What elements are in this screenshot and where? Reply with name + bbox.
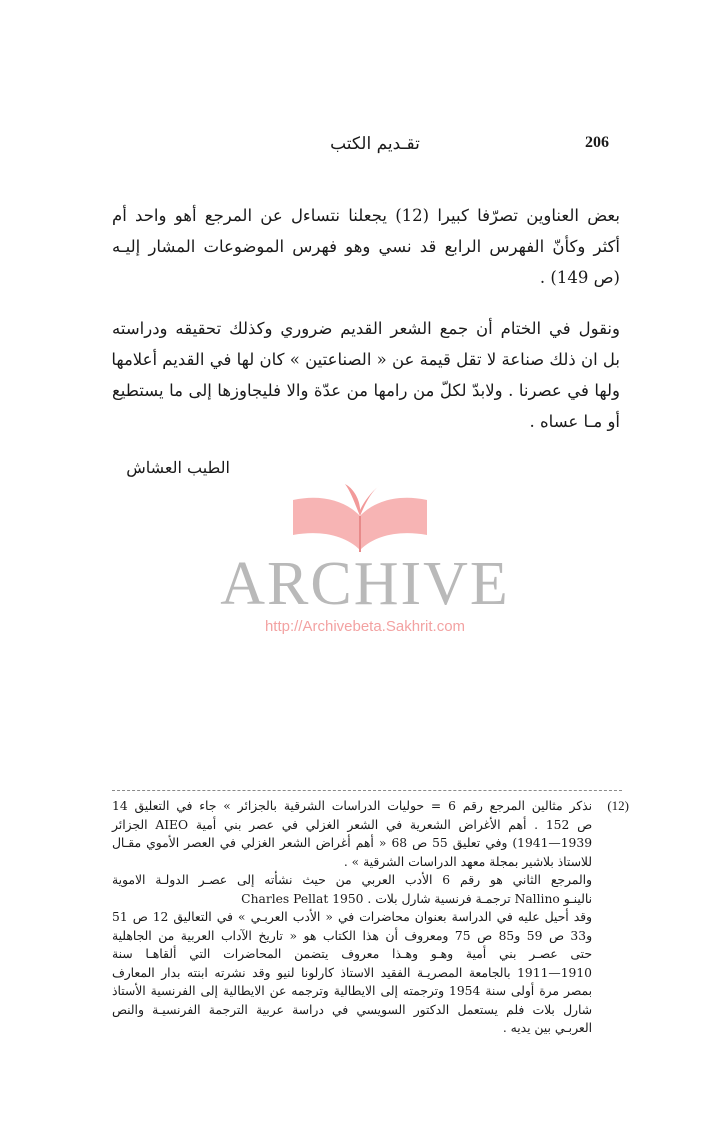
running-head: تقـديم الكتب (330, 134, 420, 154)
footnote-line: و33 ص 59 و85 ص 75 ومعروف أن هذا الكتاب هو « تاريخ الآداب العربية من الجاهلية (112, 928, 593, 943)
footnote-line: وقد أحيل عليه في الدراسة بعنوان محاضرات في « الأدب العربـي » في التعاليق 12 ص 51 (112, 910, 592, 924)
footnote-line: والمرجع الثاني هو رقم 6 الأدب العربي من حيث نشأته إلى عصـر الدولـة الاموية (112, 873, 592, 887)
body-line: ولها في عصرنا . ولابدّ لكلّ من رامها من عدّة والا فليجاوزها إلى ما يستطيع (112, 381, 620, 400)
footnote-block (112, 797, 629, 1038)
body-paragraph-2 (112, 313, 620, 437)
open-book-icon (285, 480, 435, 560)
body-line: بعض العناوين تصرّفا كبيرا (12) يجعلنا نتساءل عن المرجع أهو واحد أم (112, 206, 620, 225)
watermark-url: http://Archivebeta.Sakhrit.com (264, 618, 466, 635)
footnote-line: ص 152 . أهم الأغراض الشعرية في الشعر الغزلي في عصر بني أمية AIEO الجزائر (112, 817, 593, 832)
body-line: ونقول في الختام أن جمع الشعر القديم ضروري وكذلك تحقيقه ودراسته (112, 319, 620, 338)
footnote-line: بمصر مرة أولى سنة 1954 وترجمته إلى الايطالية وترجمه عن الايطالية إلى الفرنسية الأستاذ (112, 984, 592, 998)
watermark-title: ARCHIVE (220, 550, 510, 618)
footnote-line: العربـي بين يديه . (502, 1021, 592, 1035)
archive-watermark (200, 480, 530, 650)
footnote-line: شارل بلات فلم يستعمل الدكتور السويسي في دراسة عربية الترجمة الفرنسيـة والنص (112, 1002, 592, 1017)
footnote-line: نالينـو Nallino ترجمـة فرنسية شارل بلات . 1950 Charles Pellat (241, 891, 592, 906)
footnote-divider (112, 790, 622, 791)
footnote-line: حتى عصـر بني أمية وهـو وهـذا معروف يتضمن المحاضرات التي ألقاهـا سنة (112, 947, 592, 961)
footnote-text (112, 797, 592, 1038)
signature-text: الطيب العشاش (126, 458, 230, 477)
footnote-line: نذكر مثالين المرجع رقم 6 = حوليات الدراسات الشرقية بالجزائر » جاء في التعليق 14 (112, 799, 593, 813)
footnote-line: 1910—1911 بالجامعة المصريـة الفقيد الاستاذ كارلونا لنيو وقد نشرته ابنته بدار المعارف (112, 965, 592, 980)
footnote-line: 1939—1941) وفي تعليق 55 ص 68 « أهم أغراض الشعر الغزلي في العصر الأموي مقـال (112, 836, 593, 850)
footnote-line: للاستاذ بلاشير بمجلة معهد الدراسات الشرقية » . (343, 854, 592, 869)
body-line: (ص 149) . (539, 268, 620, 287)
footnote-marker: (12) (607, 798, 629, 813)
body-line: أكثر وكأنّ الفهرس الرابع قد نسي وهو فهرس الموضوعات المشار إليـه (112, 237, 620, 256)
page-number: 206 (585, 134, 609, 151)
body-paragraph-1 (112, 200, 620, 293)
author-signature (126, 458, 230, 477)
body-line: أو مـا عساه . (529, 412, 620, 431)
body-line: بل ان ذلك صناعة لا تقل قيمة عن « الصناعتين » كان لها في القديم أعلامها (111, 350, 620, 369)
